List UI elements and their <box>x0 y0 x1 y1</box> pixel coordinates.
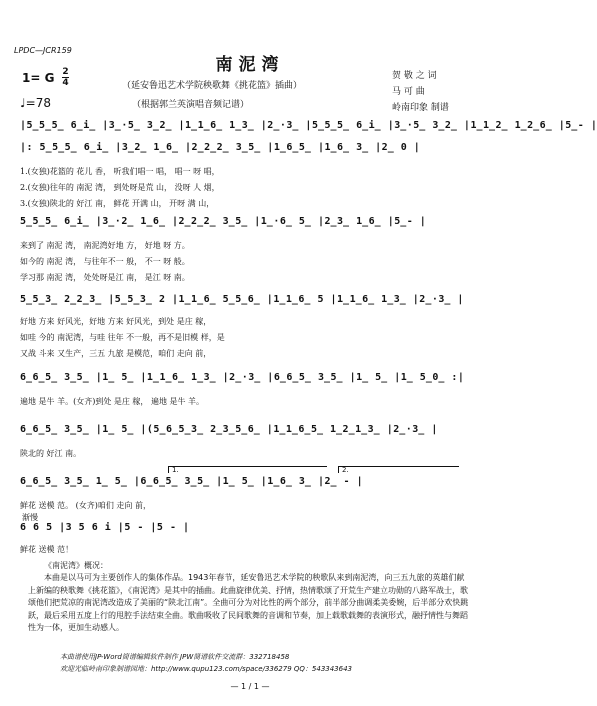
score-row-3-lyric-1: 来到了 南泥 湾， 南泥湾好地 方， 好地 呀 方。 <box>20 241 190 250</box>
ritardando-marker: 渐慢 <box>22 513 38 522</box>
time-bottom: 4 <box>62 78 69 88</box>
volta-second-ending <box>338 466 459 473</box>
score-row-5-lyric: 遍地 是牛 羊。(女齐)到处 是庄 稼， 遍地 是牛 羊。 <box>20 397 205 406</box>
score-row-2-lyric-1: 1.(女独)花篮的 花儿 香， 听我们唱一 唱， 唱一 呀 唱， <box>20 167 220 176</box>
key-signature: 1= G <box>22 71 55 85</box>
score-code: LPDC—JCR159 <box>14 46 72 55</box>
composer-credit: 马 可 曲 <box>392 87 425 97</box>
score-row-4-lyric-1: 好地 方来 好风光，好地 方来 好风光，到处 是庄 稼， <box>20 317 212 326</box>
subtitle-source: （延安鲁迅艺术学院秧歌舞《挑花篮》插曲） <box>122 81 303 91</box>
volta-first-ending <box>168 466 327 473</box>
volta-1-label: 1. <box>172 466 179 474</box>
engraver-credit: 岭南印象 制谱 <box>392 103 449 113</box>
footer-software-line: 本曲谱使用JP-Word简谱编辑软件制作 JPW简谱软件交流群：332718458 <box>60 653 290 661</box>
score-row-2-lyric-2: 2.(女独)往年的 南泥 湾， 到处呀是荒 山， 没呀 人 烟， <box>20 183 220 192</box>
volta-2-label: 2. <box>342 466 349 474</box>
intro-text: 本曲是以马可为主要创作人的集体作品。1943年春节，延安鲁迅艺术学院的秧歌队来到南泥湾，向三五九旅的英雄们献上新编的秧歌舞《挑花篮》，《南泥湾》是其中的插曲。此曲旋律优美、抒情，热情歌颂了开荒生产建立功勋的八路军战士，歌颂他们把荒凉的南泥湾改造成了美丽的“陕北江南”。全曲可分为对比性的两个部分，前半部分曲调柔美委婉，后半部分欢快跳跃，最后采用五度上行的甩腔手法结束全曲。歌曲吸收了民间歌舞的音调和节奏，加上载歌载舞的表演形式，融抒情性与舞蹈性为一体，更加生动感人。 <box>28 573 469 632</box>
tempo-mark: ♩=78 <box>20 96 51 110</box>
score-row-4-lyric-2: 如哇 今的 南泥湾，与哇 往年 不一般，再不是旧模 样，是 <box>20 333 225 342</box>
lyricist-credit: 贺 敬 之 词 <box>392 71 437 81</box>
intro-title: 《南泥湾》概况： <box>44 561 108 570</box>
score-row-6-notes: 6̲6̲5̲ 3̲5̲ |1̲ 5̲ |(5̲6̲5̲3̲ 2̲3̲5̲6̲ |1̲1̲6̲5̲ 1̲2̲1̲3̲ |2̲·3̲ | <box>20 424 438 435</box>
score-row-4-lyric-3: 又战 斗来 又生产，三五 九旅 是模范，咱们 走向 前， <box>20 349 212 358</box>
subtitle-transcription: （根据郭兰英演唱音频记谱） <box>132 100 250 110</box>
score-row-4-notes: 5̲5̲3̲ 2̲2̲3̲ |5̲5̲3̲ 2 |1̲1̲6̲ 5̲5̲6̲ |1̲1̲6̲ 5 |1̲1̲6̲ 1̲3̲ |2̲·3̲ | <box>20 294 464 305</box>
score-row-3-lyric-2: 如今的 南泥 湾， 与往年不一 般， 不一 呀 般。 <box>20 257 190 266</box>
score-row-8-lyric: 鲜花 送模 范！ <box>20 545 74 554</box>
score-row-7-notes: 6̲6̲5̲ 3̲5̲ 1̲ 5̲ |6̲6̲5̲ 3̲5̲ |1̲ 5̲ |1̲6̲ 3̲ |2̲ - | <box>20 476 364 487</box>
footer-contact-line: 欢迎光临岭南印象制谱园地：http://www.qupu123.com/space/336279 QQ：543343643 <box>60 665 352 673</box>
score-row-6-lyric: 陕北的 好江 南。 <box>20 449 82 458</box>
score-row-1-notes: |5̲5̲5̲ 6̲i̲ |3̲·5̲ 3̲2̲ |1̲1̲6̲ 1̲3̲ |2̲·3̲ |5̲5̲5̲ 6̲i̲ |3̲·5̲ 3̲2̲ |1̲1̲2̲ 1̲2̲6̲ |5̲- | <box>20 120 597 131</box>
page-number: — 1 / 1 — <box>230 682 270 691</box>
score-row-3-lyric-3: 学习那 南泥 湾， 处处呀是江 南， 是江 呀 南。 <box>20 273 190 282</box>
score-row-7-lyric: 鲜花 送模 范。 (女齐)咱们 走向 前， <box>20 501 151 510</box>
score-row-2-notes: |: 5̲5̲5̲ 6̲i̲ |3̲2̲ 1̲6̲ |2̲2̲2̲ 3̲5̲ |1̲6̲5̲ |1̲6̲ 3̲ |2̲ 0 | <box>20 142 421 153</box>
song-title: 南泥湾 <box>215 55 285 75</box>
time-top: 2 <box>62 67 69 77</box>
score-row-5-notes: 6̲6̲5̲ 3̲5̲ |1̲ 5̲ |1̲1̲6̲ 1̲3̲ |2̲·3̲ |6̲6̲5̲ 3̲5̲ |1̲ 5̲ |1̲ 5̲0̲ :| <box>20 372 465 383</box>
time-signature <box>62 68 69 87</box>
score-row-3-notes: 5̲5̲5̲ 6̲i̲ |3̲·2̲ 1̲6̲ |2̲2̲2̲ 3̲5̲ |1̲·6̲ 5̲ |2̲3̲ 1̲6̲ |5̲- | <box>20 216 427 227</box>
score-row-8-notes: 6 6 5 |3 5 6 i |5 - |5 - | <box>20 522 190 533</box>
score-row-2-lyric-3: 3.(女独)陕北的 好江 南， 鲜花 开满 山， 开呀 满 山， <box>20 199 215 208</box>
